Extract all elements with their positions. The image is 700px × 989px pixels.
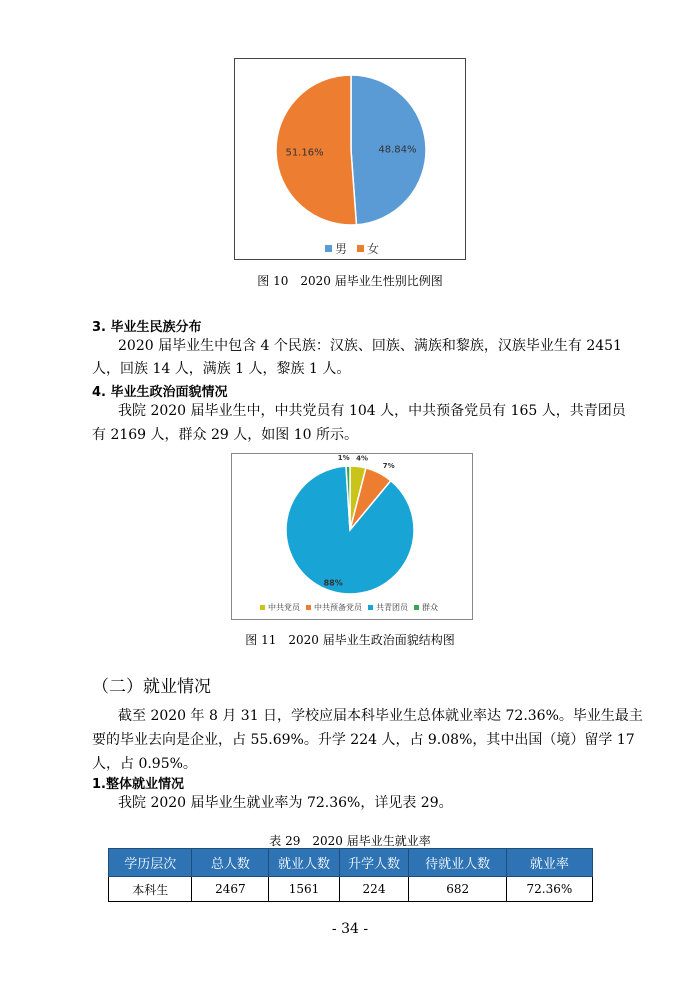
legend-label: 中共预备党员 [314,603,362,612]
table-cell: 72.36% [506,877,592,902]
employment-sub-para: 我院 2020 届毕业生就业率为 72.36%，详见表 29。 [118,795,453,811]
gender-pie-label-0: 48.84% [378,144,417,156]
gender-pie-chart [235,59,465,239]
legend-item [414,602,438,613]
legend-label: 群众 [422,603,438,612]
col-employed: 就业人数 [269,849,339,877]
legend-item [368,602,408,613]
table-row [109,877,593,902]
table-cell: 1561 [269,877,339,902]
col-further-study: 升学人数 [339,849,409,877]
section-3-line-1: 2020 届毕业生中包含 4 个民族：汉族、回族、满族和黎族，汉族毕业生有 2451 [118,338,622,354]
political-pie-label-2: 88% [323,578,343,588]
col-total: 总人数 [192,849,269,877]
legend-swatch [357,245,364,252]
legend-swatch [368,605,373,610]
legend-label: 男 [335,242,348,256]
employment-intro-line-2: 要的毕业去向是企业，占 55.69%。升学 224 人，占 9.08%，其中出国（境）留学 17 [92,732,635,748]
legend-label: 共青团员 [376,603,408,612]
table-cell: 2467 [192,877,269,902]
political-pie-label-0: 4% [356,454,368,463]
page-number: - 34 - [331,921,369,937]
legend-swatch [414,605,419,610]
section-4-heading: 4. 毕业生政治面貌情况 [92,385,228,400]
col-rate: 就业率 [506,849,592,877]
col-pending: 待就业人数 [409,849,506,877]
section-4-line-2: 有 2169 人，群众 29 人，如图 10 所示。 [92,427,358,443]
legend-item [260,602,300,613]
table-29-caption: 表 29 2020 届毕业生就业率 [269,834,431,848]
legend-swatch [306,605,311,610]
section-3-line-2: 人，回族 14 人，满族 1 人，黎族 1 人。 [92,361,351,377]
political-pie-label-1: 7% [382,461,395,470]
political-pie-label-3: 1% [337,454,350,463]
legend-swatch [325,245,332,252]
table-cell: 224 [339,877,409,902]
gender-pie-label-1: 51.16% [285,147,324,159]
legend-label: 中共党员 [268,603,300,612]
table-header-row [109,849,593,877]
legend-label: 女 [367,242,380,256]
legend-item [306,602,362,613]
col-education-level: 学历层次 [109,849,192,877]
political-status-legend [260,602,438,613]
employment-intro-line-3: 人，占 0.95%。 [92,756,197,772]
table-cell: 682 [409,877,506,902]
employment-intro-line-1: 截至 2020 年 8 月 31 日，学校应届本科毕业生总体就业率达 72.36%。毕业生最主 [118,708,643,724]
section-4-line-1: 我院 2020 届毕业生中，中共党员有 104 人，中共预备党员有 165 人，共青团员 [118,403,626,419]
figure-10-caption: 图 10 2020 届毕业生性别比例图 [257,274,443,288]
table-cell: 本科生 [109,877,192,902]
political-status-pie-chart [232,454,472,599]
figure-11-chart [231,453,473,620]
employment-sub-heading: 1.整体就业情况 [92,777,184,792]
legend-item [357,240,379,257]
employment-section-title: （二）就业情况 [92,677,211,697]
gender-legend [325,240,379,257]
legend-item [325,240,347,257]
section-3-heading: 3. 毕业生民族分布 [92,320,202,335]
employment-rate-table [108,848,593,902]
legend-swatch [260,605,265,610]
figure-10-chart [234,58,466,260]
figure-11-caption: 图 11 2020 届毕业生政治面貌结构图 [245,633,455,647]
